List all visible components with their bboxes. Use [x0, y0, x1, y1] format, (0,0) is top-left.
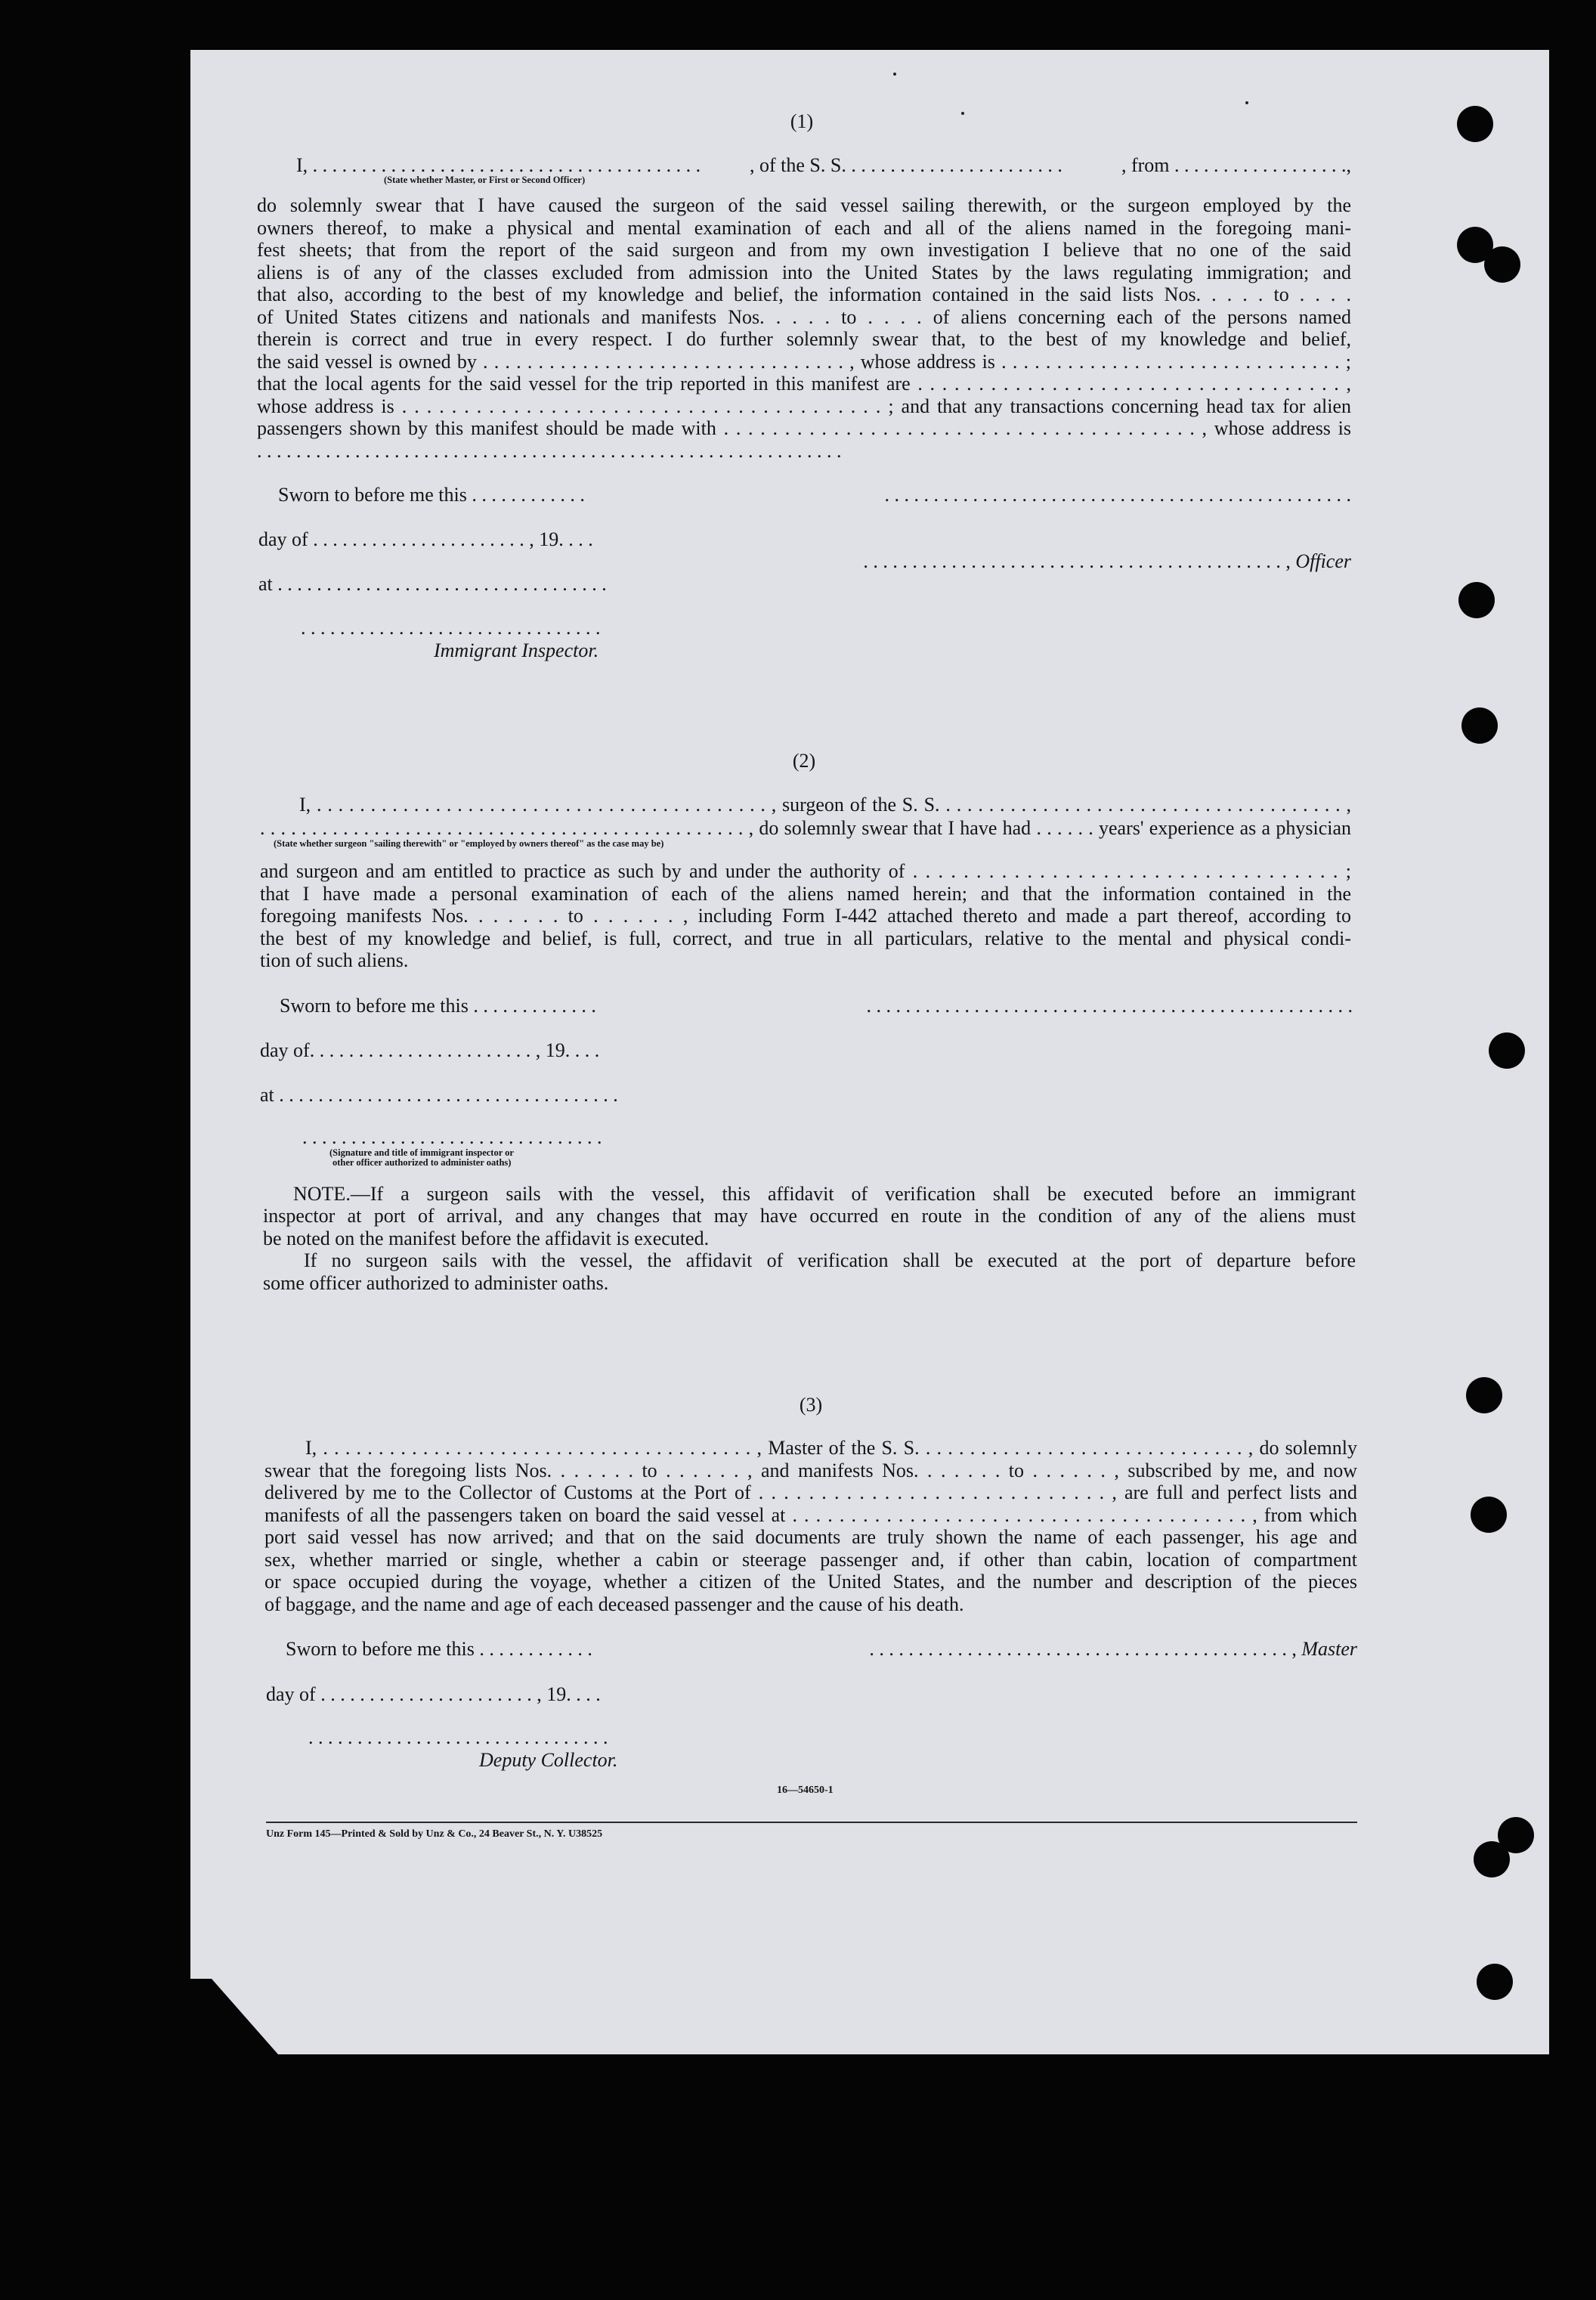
punch-hole — [1484, 246, 1520, 283]
s1-officer-note: (State whether Master, or First or Second Officer) — [384, 175, 586, 185]
s1-inspector-line: . . . . . . . . . . . . . . . . . . . . . . . . . . . . . . . — [301, 617, 601, 639]
s1-text-line: do solemnly swear that I have caused the surgeon of the said vessel sailing therewith, or the surgeon employed by the — [257, 194, 1351, 216]
s2-text-line: that I have made a personal examination of each of the aliens named herein; and that the information contained in the — [260, 883, 1351, 905]
s1-at: at . . . . . . . . . . . . . . . . . . . . . . . . . . . . . . . . . . — [258, 573, 607, 595]
s1-sworn: Sworn to before me this . . . . . . . . . . . . — [278, 484, 585, 506]
s3-text-line: of baggage, and the name and age of each deceased passenger and the cause of his death. — [264, 1593, 964, 1615]
s2-caption-2: other officer authorized to administer oaths) — [332, 1157, 512, 1168]
s1-text-line: passengers shown by this manifest should be made with . . . . . . . . . . . . . . . . . . . . . . . . . . . . . . . . . . . . . . . , whose address is — [257, 417, 1351, 439]
s2-note-line: NOTE.—If a surgeon sails with the vessel, this affidavit of verification shall be executed before an immigrant — [293, 1183, 1356, 1205]
s3-master-dots: . . . . . . . . . . . . . . . . . . . . . . . . . . . . . . . . . . . . . . . . . . . , — [869, 1638, 1297, 1660]
printer-footer: Unz Form 145—Printed & Sold by Unz & Co., 24 Beaver St., N. Y. U38525 — [266, 1828, 603, 1840]
s1-line1-from: , from . . . . . . . . . . . . . . . . . ., — [1121, 154, 1351, 176]
s1-text-line: whose address is . . . . . . . . . . . . . . . . . . . . . . . . . . . . . . . . . . . . . . . ; and that any transactions concerning head tax for alien — [257, 395, 1351, 417]
s2-note-line: If no surgeon sails with the vessel, the affidavit of verification shall be executed at the port of departure before — [304, 1249, 1356, 1271]
s2-text-line: the best of my knowledge and belief, is full, correct, and true in all particulars, relative to the mental and physical condi- — [260, 927, 1351, 949]
s2-text-line: tion of such aliens. — [260, 949, 409, 971]
s1-day: day of . . . . . . . . . . . . . . . . . . . . . . , 19. . . . — [258, 528, 593, 550]
s1-text-line: fest sheets; that from the report of the said surgeon and from my own investigation I believe that no one of the said — [257, 239, 1351, 261]
punch-hole — [1466, 1377, 1502, 1413]
s1-text-line: that the local agents for the said vessel for the trip reported in this manifest are . . . . . . . . . . . . . . . . . . . . . . . . . . . . . . . . . . . , — [257, 373, 1351, 395]
punch-hole — [1489, 1032, 1525, 1069]
s1-text-line: therein is correct and true in every respect. I do further solemnly swear that, to the best of my knowledge and belief, — [257, 328, 1351, 350]
s1-officer-title: Officer — [1295, 550, 1351, 572]
s2-day: day of. . . . . . . . . . . . . . . . . . . . . . . , 19. . . . — [260, 1039, 600, 1061]
s2-surgeon-note: (State whether surgeon "sailing therewith" or "employed by owners thereof" as the case may be) — [274, 838, 664, 849]
punch-hole — [1457, 106, 1493, 142]
s2-note-line: inspector at port of arrival, and any changes that may have occurred en route in the condition of any of the aliens must — [263, 1205, 1356, 1227]
s2-signature-line: . . . . . . . . . . . . . . . . . . . . . . . . . . . . . . . . . . . . . . . . . . . . . . . . . . — [866, 995, 1353, 1017]
s2-note-line: be noted on the manifest before the affidavit is executed. — [263, 1227, 710, 1249]
s3-text-line: port said vessel has now arrived; and that on the said documents are truly shown the name of each passenger, his age and — [264, 1526, 1357, 1548]
s2-caption-line: . . . . . . . . . . . . . . . . . . . . . . . . . . . . . . . — [302, 1126, 602, 1148]
s3-text-line: sex, whether married or single, whether a cabin or steerage passenger and, if other than cabin, location of compartment — [264, 1549, 1357, 1571]
s2-text-line: foregoing manifests Nos. . . . . . . to . . . . . . , including Form I-442 attached thereto and made a part thereof, according to — [260, 905, 1351, 927]
s1-text-line: aliens is of any of the classes excluded from admission into the United States by the laws regulating immigration; and — [257, 262, 1351, 283]
s1-text-line: that also, according to the best of my knowledge and belief, the information contained in the said lists Nos. . . . . to . . . . — [257, 283, 1351, 305]
s1-text-line: of United States citizens and nationals and manifests Nos. . . . . to . . . . of aliens concerning each of the persons named — [257, 306, 1351, 328]
s3-text-line: swear that the foregoing lists Nos. . . . . . . to . . . . . . , and manifests Nos. . . . . . . to . . . . . . , subscribed by me, and now — [264, 1460, 1357, 1481]
s3-text-line: manifests of all the passengers taken on board the said vessel at . . . . . . . . . . . . . . . . . . . . . . . . . . . . . . . . . . . . . . . , from which — [264, 1504, 1357, 1526]
s1-signature-line: . . . . . . . . . . . . . . . . . . . . . . . . . . . . . . . . . . . . . . . . . . . . . . . . — [884, 484, 1351, 506]
form-code: 16—54650-1 — [777, 1785, 834, 1796]
s1-inspector-title: Immigrant Inspector. — [434, 639, 599, 661]
s3-day: day of . . . . . . . . . . . . . . . . . . . . . . , 19. . . . — [266, 1683, 601, 1705]
s3-master-title: Master — [1301, 1638, 1357, 1660]
s1-text-line: . . . . . . . . . . . . . . . . . . . . . . . . . . . . . . . . . . . . . . . . . . . . . . . . . . . . . . . . . . . . — [257, 440, 842, 462]
s3-sworn: Sworn to before me this . . . . . . . . . . . . — [286, 1638, 592, 1660]
s2-line2: . . . . . . . . . . . . . . . . . . . . . . . . . . . . . . . . . . . . . . . . . . . . . . . , do solemnly swear that I have had . . . . . . years' experience as a physician — [260, 817, 1351, 839]
section-3-number: (3) — [799, 1394, 823, 1416]
section-2-number: (2) — [792, 750, 816, 772]
punch-hole — [1471, 1497, 1507, 1533]
s1-officer-line — [863, 550, 1351, 573]
s3-deputy-line: . . . . . . . . . . . . . . . . . . . . . . . . . . . . . . . — [308, 1726, 608, 1748]
speck — [1245, 101, 1248, 104]
s3-text-line: I, . . . . . . . . . . . . . . . . . . . . . . . . . . . . . . . . . . . . . . . , Master of the S. S. . . . . . . . . . . . . . . . . . . . . . . . . . . . . . , do solemnly — [305, 1437, 1357, 1459]
s2-text-line: and surgeon and am entitled to practice as such by and under the authority of . . . . . . . . . . . . . . . . . . . . . . . . . . . . . . . . . . ; — [260, 860, 1351, 882]
s1-text-line: the said vessel is owned by . . . . . . . . . . . . . . . . . . . . . . . . . . . . . . . . . , whose address is . . . . . . . . . . . . . . . . . . . . . . . . . . . . . . . ; — [257, 351, 1351, 373]
section-1-number: (1) — [790, 110, 814, 132]
footer-rule — [266, 1822, 1357, 1823]
speck — [893, 73, 896, 76]
s3-master-line — [869, 1638, 1357, 1661]
s2-note-line: some officer authorized to administer oaths. — [263, 1272, 609, 1294]
s3-text-line: or space occupied during the voyage, whether a citizen of the United States, and the number and description of the pieces — [264, 1571, 1357, 1593]
punch-hole — [1461, 707, 1498, 744]
punch-hole — [1458, 582, 1495, 618]
s3-text-line: delivered by me to the Collector of Customs at the Port of . . . . . . . . . . . . . . . . . . . . . . . . . . . . , are full and perfect lists and — [264, 1481, 1357, 1503]
s2-at: at . . . . . . . . . . . . . . . . . . . . . . . . . . . . . . . . . . . — [260, 1084, 618, 1106]
s2-sworn: Sworn to before me this . . . . . . . . . . . . . — [280, 995, 596, 1017]
s2-line1: I, . . . . . . . . . . . . . . . . . . . . . . . . . . . . . . . . . . . . . . . . . . , surgeon of the S. S. . . . . . . . . . . . . . . . . . . . . . . . . . . . . . . . . . . . . . , — [299, 794, 1351, 816]
punch-hole — [1474, 1841, 1510, 1877]
s1-line1-vessel: , of the S. S. . . . . . . . . . . . . . . . . . . . . . . — [750, 154, 1062, 176]
s1-line1-name: I, . . . . . . . . . . . . . . . . . . . . . . . . . . . . . . . . . . . . . . . . — [296, 154, 701, 176]
s2-caption-1: (Signature and title of immigrant inspector or — [329, 1147, 514, 1158]
punch-hole — [1477, 1964, 1513, 2000]
s1-text-line: owners thereof, to make a physical and mental examination of each and all of the aliens named in the foregoing mani- — [257, 217, 1351, 239]
s1-officer-dots: . . . . . . . . . . . . . . . . . . . . . . . . . . . . . . . . . . . . . . . . . . . , — [863, 550, 1291, 572]
s3-deputy-title: Deputy Collector. — [479, 1749, 618, 1771]
